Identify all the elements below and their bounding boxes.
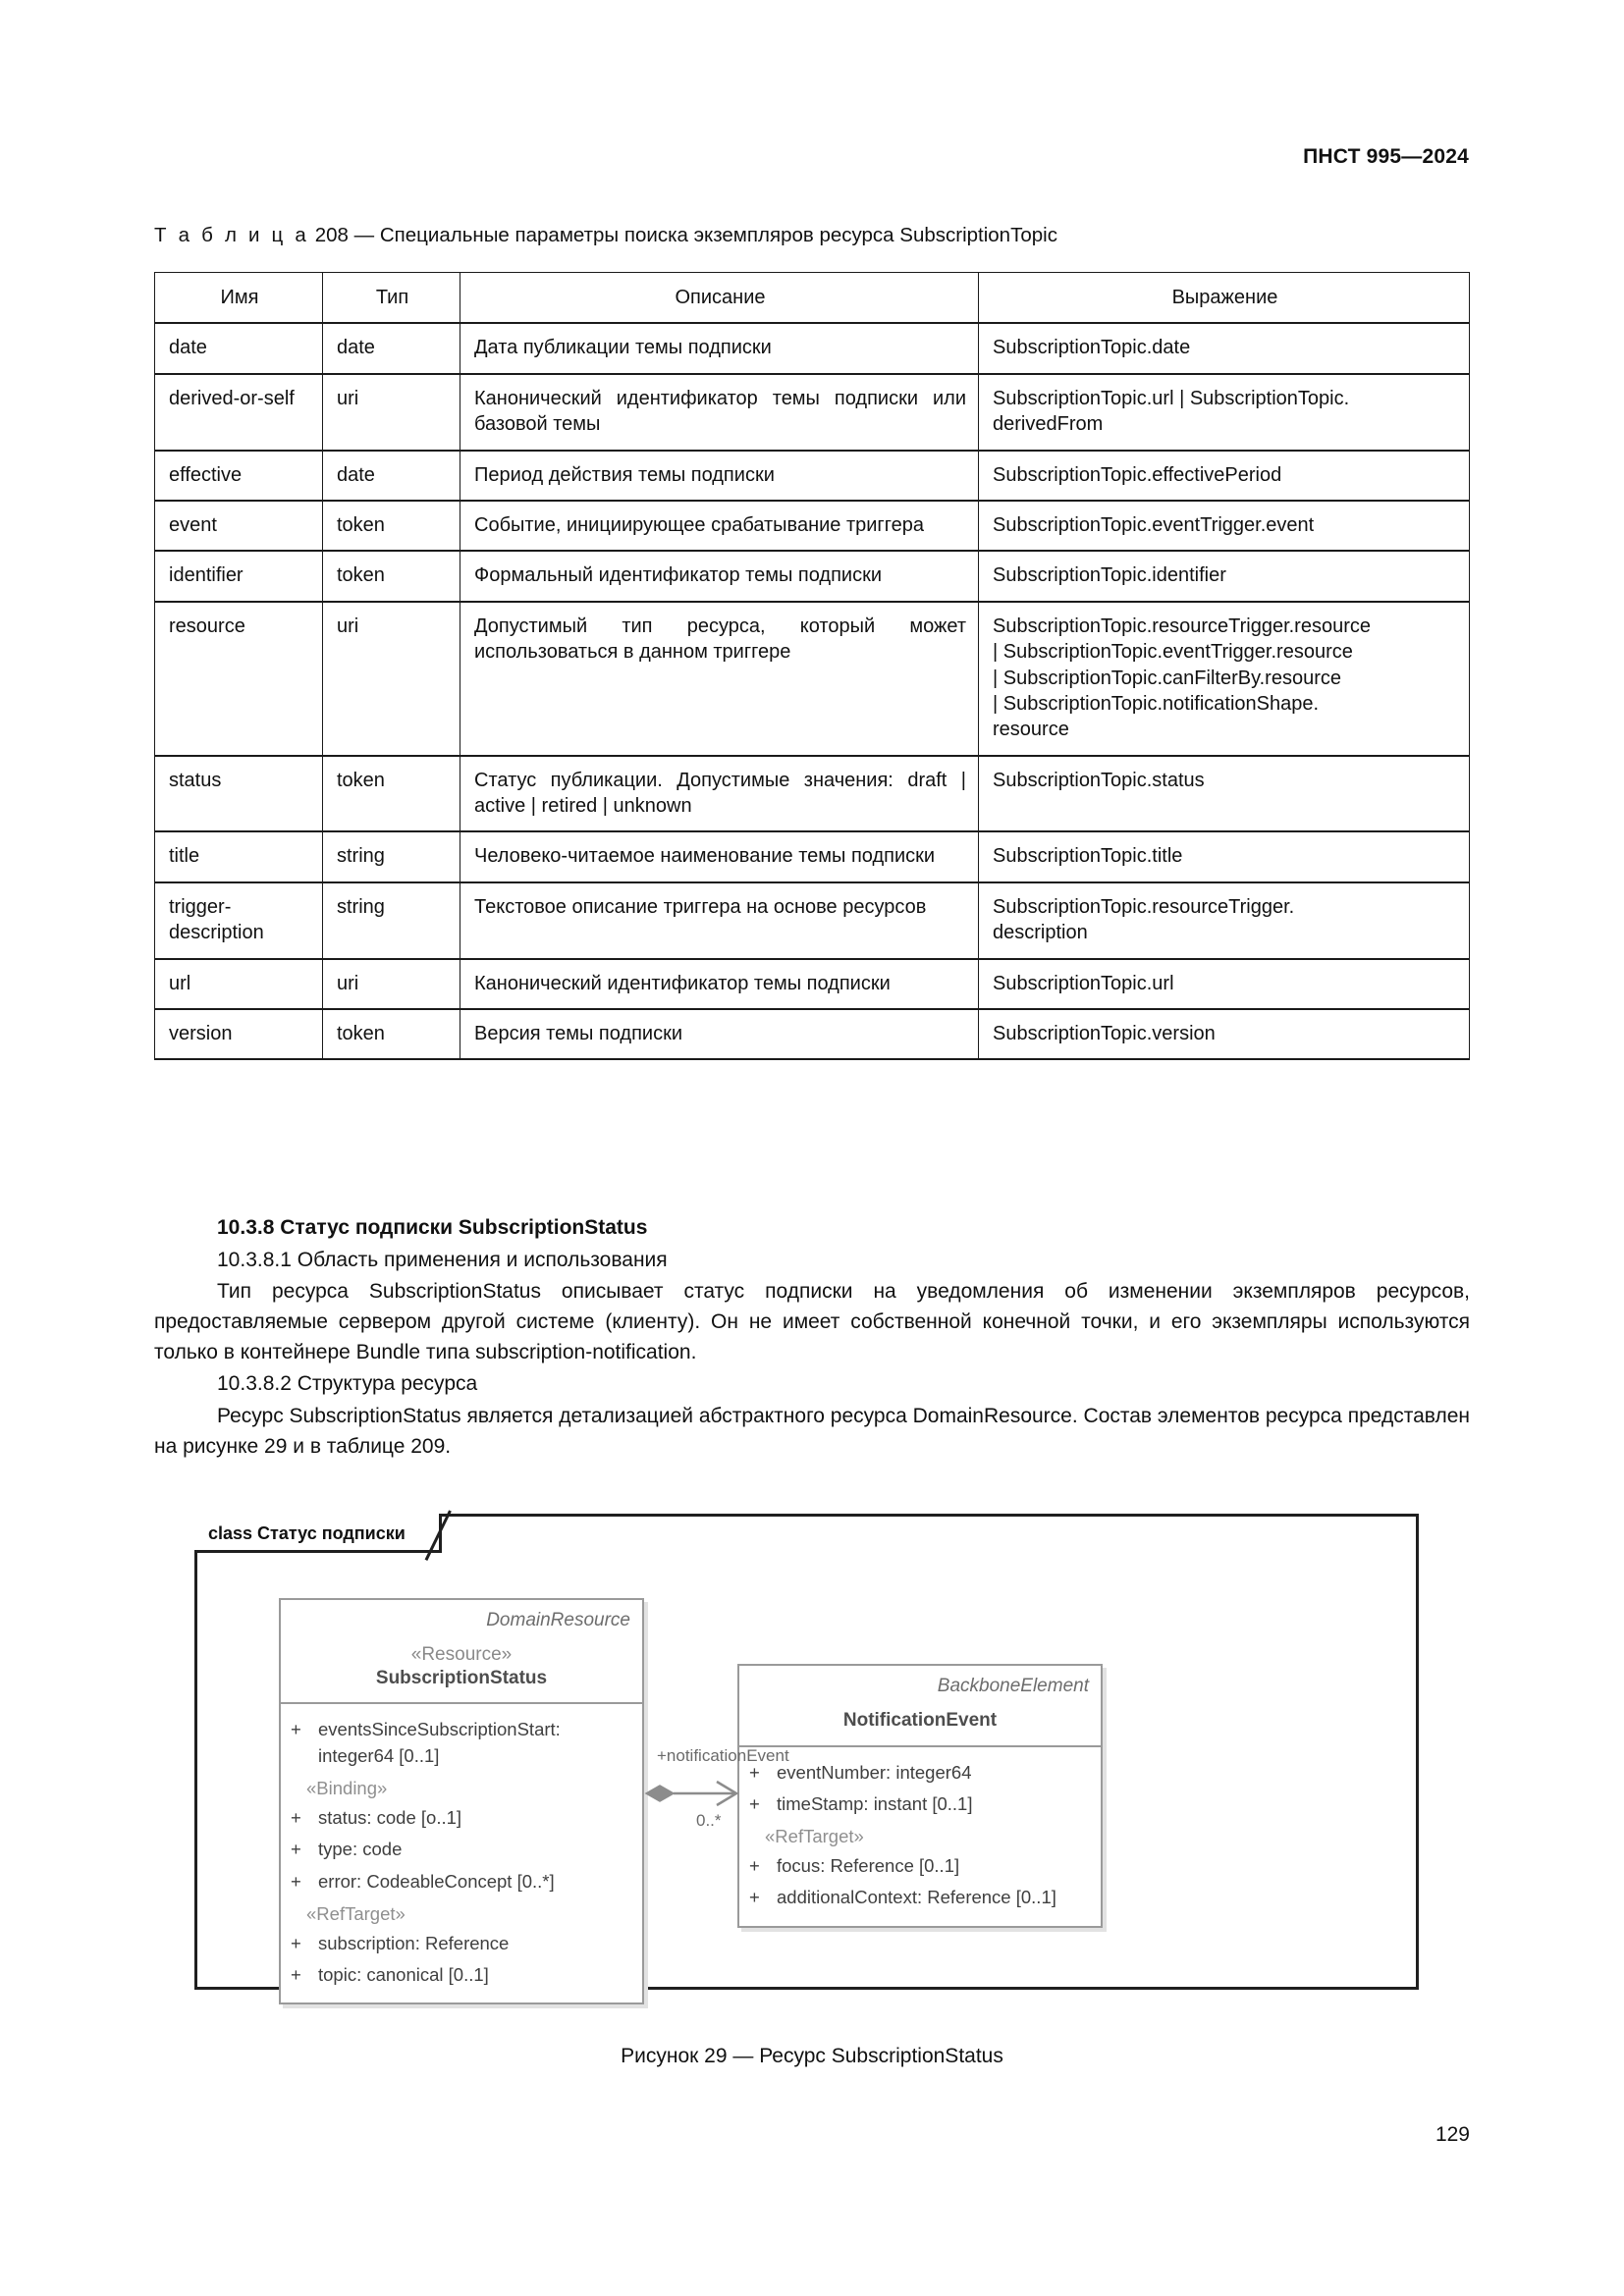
expression-line: SubscriptionTopic.title: [993, 845, 1183, 868]
cell-description: Допустимый тип ресурса, который может использоваться в данном триггере: [460, 602, 979, 756]
table-row: [155, 1009, 1470, 1059]
cell-type: date: [323, 323, 460, 373]
uml-member-stereotype: «RefTarget»: [765, 1826, 864, 1847]
cell-type: token: [323, 551, 460, 601]
uml-visibility: +: [291, 1932, 301, 1953]
table-header-row: [155, 273, 1470, 324]
column-header-name: Имя: [155, 273, 323, 324]
uml-attribute: [291, 1834, 630, 1865]
cell-expression: [979, 1009, 1470, 1059]
expression-line: SubscriptionTopic.resourceTrigger.resource: [993, 614, 1371, 637]
uml-attribute-signature: eventNumber: integer64: [777, 1761, 972, 1783]
cell-description: Формальный идентификатор темы подписки: [460, 551, 979, 601]
uml-visibility: +: [291, 1719, 301, 1740]
expression-line: derivedFrom: [993, 413, 1104, 436]
cell-expression: [979, 959, 1470, 1009]
cell-name: effective: [155, 451, 323, 501]
heading-10-3-8: 10.3.8 Статус подписки SubscriptionStatus: [217, 1216, 648, 1239]
heading-10-3-8-1: 10.3.8.1 Область применения и использования: [217, 1248, 668, 1271]
table-row: [155, 501, 1470, 551]
cell-expression: [979, 501, 1470, 551]
uml-member-stereotype: «Binding»: [306, 1777, 388, 1798]
uml-class-parent-domainresource: DomainResource: [486, 1610, 630, 1630]
uml-attribute-signature: timeStamp: instant [0..1]: [777, 1792, 973, 1814]
table-caption: [154, 224, 1057, 247]
table-row: [155, 831, 1470, 881]
cell-expression: [979, 323, 1470, 373]
uml-attribute: [291, 1866, 630, 1897]
uml-attribute: [291, 1928, 630, 1959]
cell-type: uri: [323, 602, 460, 756]
table-caption-number: 208: [314, 224, 349, 246]
uml-visibility: +: [291, 1806, 301, 1828]
uml-attribute: [291, 1959, 630, 1991]
uml-visibility: +: [749, 1887, 760, 1908]
page-number: 129: [1435, 2123, 1470, 2146]
expression-line: SubscriptionTopic.eventTrigger.event: [993, 513, 1315, 536]
uml-class-attributes: [739, 1747, 1101, 1926]
table-row: [155, 451, 1470, 501]
cell-type: token: [323, 1009, 460, 1059]
expression-line: SubscriptionTopic.date: [993, 337, 1191, 359]
cell-name: date: [155, 323, 323, 373]
table-row: [155, 959, 1470, 1009]
uml-attribute-signature: status: code [o..1]: [318, 1806, 462, 1828]
table-row: [155, 323, 1470, 373]
uml-association-role-label: +notificationEvent: [657, 1746, 789, 1765]
expression-line: description: [993, 922, 1088, 944]
uml-class-name-box: [739, 1666, 1101, 1747]
uml-class-stereotype-resource: «Resource»: [410, 1644, 513, 1665]
uml-attribute: [749, 1850, 1089, 1882]
page-header-standard-ref: ПНСТ 995—2024: [1303, 145, 1469, 168]
uml-attribute: [291, 1802, 630, 1834]
table-row: [155, 374, 1470, 451]
cell-name: identifier: [155, 551, 323, 601]
expression-line: SubscriptionTopic.effectivePeriod: [993, 463, 1282, 486]
uml-visibility: +: [749, 1792, 760, 1814]
cell-type: uri: [323, 959, 460, 1009]
uml-attribute-signature: error: CodeableConcept [0..*]: [318, 1870, 555, 1892]
uml-attribute-signature: focus: Reference [0..1]: [777, 1855, 960, 1877]
cell-expression: [979, 374, 1470, 451]
cell-description: Человеко-читаемое наименование темы подписки: [460, 831, 979, 881]
expression-line: SubscriptionTopic.resourceTrigger.: [993, 895, 1295, 918]
table-row: [155, 756, 1470, 832]
uml-attribute: [291, 1714, 630, 1772]
uml-attribute: [749, 1757, 1089, 1789]
uml-frame-label: class Статус подписки: [194, 1514, 442, 1553]
uml-attribute-signature: type: code: [318, 1839, 403, 1860]
cell-name: title: [155, 831, 323, 881]
cell-description: Период действия темы подписки: [460, 451, 979, 501]
cell-name: derived-or-self: [155, 374, 323, 451]
cell-expression: [979, 551, 1470, 601]
cell-name: url: [155, 959, 323, 1009]
uml-visibility: +: [291, 1839, 301, 1860]
column-header-type: Тип: [323, 273, 460, 324]
expression-line: | SubscriptionTopic.canFilterBy.resource: [993, 667, 1341, 689]
uml-composition-connector-icon: [644, 1770, 740, 1829]
expression-line: | SubscriptionTopic.notificationShape.: [993, 692, 1320, 715]
uml-attribute-signature: additionalContext: Reference [0..1]: [777, 1887, 1056, 1908]
uml-class-parent-backboneelement: BackboneElement: [937, 1676, 1089, 1696]
table-row: [155, 551, 1470, 601]
section-10-3-8: [154, 1213, 1470, 1462]
paragraph-resource-structure: Ресурс SubscriptionStatus является детализацией абстрактного ресурса DomainResource. Состав элементов ресурса представлен на рисунке 29 и в таблице 209.: [154, 1404, 1470, 1458]
uml-association-multiplicity: 0..*: [696, 1811, 722, 1830]
cell-name: trigger-description: [155, 882, 323, 959]
cell-expression: [979, 602, 1470, 756]
expression-line: SubscriptionTopic.url: [993, 972, 1174, 994]
expression-line: SubscriptionTopic.url | SubscriptionTopic.: [993, 387, 1350, 409]
cell-description: Канонический идентификатор темы подписки или базовой темы: [460, 374, 979, 451]
cell-type: string: [323, 882, 460, 959]
cell-description: Текстовое описание триггера на основе ресурсов: [460, 882, 979, 959]
cell-type: token: [323, 756, 460, 832]
cell-expression: [979, 756, 1470, 832]
table-row: [155, 602, 1470, 756]
cell-type: uri: [323, 374, 460, 451]
cell-name: version: [155, 1009, 323, 1059]
column-header-expression: Выражение: [979, 273, 1470, 324]
cell-type: token: [323, 501, 460, 551]
uml-class-attributes: [281, 1704, 642, 2002]
figure-caption: Рисунок 29 — Ресурс SubscriptionStatus: [621, 2045, 1003, 2067]
uml-class-title-notificationevent: NotificationEvent: [842, 1710, 998, 1731]
table-caption-text: Специальные параметры поиска экземпляров ресурса SubscriptionTopic: [379, 224, 1057, 246]
cell-type: string: [323, 831, 460, 881]
cell-expression: [979, 451, 1470, 501]
uml-attribute-signature: subscription: Reference: [318, 1932, 510, 1953]
cell-description: Событие, инициирующее срабатывание триггера: [460, 501, 979, 551]
cell-description: Дата публикации темы подписки: [460, 323, 979, 373]
uml-member-stereotype: «RefTarget»: [306, 1902, 406, 1924]
expression-line: SubscriptionTopic.status: [993, 769, 1205, 791]
uml-visibility: +: [749, 1855, 760, 1877]
uml-visibility: +: [291, 1870, 301, 1892]
cell-name: status: [155, 756, 323, 832]
expression-line: | SubscriptionTopic.eventTrigger.resource: [993, 641, 1353, 664]
cell-description: Статус публикации. Допустимые значения: draft | active | retired | unknown: [460, 756, 979, 832]
expression-line: SubscriptionTopic.version: [993, 1023, 1216, 1045]
table-caption-dash: —: [353, 224, 375, 246]
uml-class-notificationevent: [737, 1664, 1103, 1928]
column-header-description: Описание: [460, 273, 979, 324]
expression-line: resource: [993, 719, 1069, 741]
uml-attribute-signature: topic: canonical [0..1]: [318, 1964, 489, 1986]
search-parameters-table: [154, 272, 1470, 1060]
uml-class-subscriptionstatus: [279, 1598, 644, 2004]
heading-10-3-8-2: 10.3.8.2 Структура ресурса: [217, 1372, 478, 1396]
paragraph-scope-and-usage: Тип ресурса SubscriptionStatus описывает статус подписки на уведомления об изменении экземпляров ресурсов, предоставляемые сервером другой системе (клиенту). Он не имеет собственной конечной точки, и его экземпляры используются только в контейнере Bundle типа subscription-notification.: [154, 1280, 1470, 1363]
cell-expression: [979, 831, 1470, 881]
table-row: [155, 882, 1470, 959]
cell-type: date: [323, 451, 460, 501]
uml-visibility: +: [291, 1964, 301, 1986]
uml-class-name-box: [281, 1600, 642, 1704]
uml-attribute-signature: eventsSinceSubscriptionStart: integer64 [0..1]: [318, 1719, 561, 1766]
cell-expression: [979, 882, 1470, 959]
cell-description: Канонический идентификатор темы подписки: [460, 959, 979, 1009]
uml-diagram-frame: [194, 1514, 1419, 1990]
uml-attribute: [749, 1789, 1089, 1820]
cell-name: resource: [155, 602, 323, 756]
uml-class-title-subscriptionstatus: SubscriptionStatus: [375, 1667, 548, 1688]
uml-visibility: +: [749, 1761, 760, 1783]
cell-name: event: [155, 501, 323, 551]
uml-attribute: [749, 1882, 1089, 1913]
cell-description: Версия темы подписки: [460, 1009, 979, 1059]
table-caption-label: Т а б л и ц а: [154, 224, 309, 246]
expression-line: SubscriptionTopic.identifier: [993, 564, 1226, 587]
